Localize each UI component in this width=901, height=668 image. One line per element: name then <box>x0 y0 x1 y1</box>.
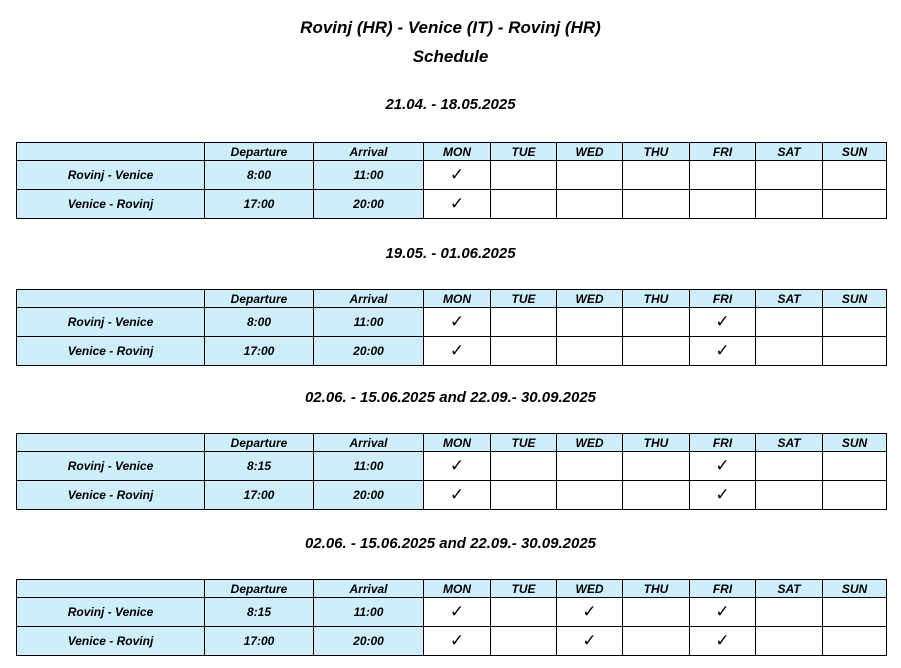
day-cell <box>823 481 887 510</box>
day-cell: ✓ <box>690 481 756 510</box>
day-cell <box>491 481 557 510</box>
day-cell <box>623 337 690 366</box>
day-cell <box>491 190 557 219</box>
table-row <box>17 481 887 510</box>
header-cell <box>17 434 205 452</box>
period-heading: 02.06. - 15.06.2025 and 22.09.- 30.09.2025 <box>304 535 597 552</box>
period-heading: 19.05. - 01.06.2025 <box>385 245 516 262</box>
route-cell: Venice - Rovinj <box>17 627 205 656</box>
header-cell: FRI <box>690 143 756 161</box>
day-cell <box>756 627 823 656</box>
header-cell <box>17 290 205 308</box>
table-header-row <box>17 143 887 161</box>
header-cell: TUE <box>491 580 557 598</box>
page-subtitle: Schedule <box>412 47 489 66</box>
header-cell: FRI <box>690 580 756 598</box>
day-cell: ✓ <box>690 308 756 337</box>
arrival-cell: 11:00 <box>314 598 424 627</box>
header-cell: THU <box>623 434 690 452</box>
day-cell <box>823 161 887 190</box>
day-cell <box>491 452 557 481</box>
header-cell: Arrival <box>314 290 424 308</box>
header-cell: MON <box>424 580 491 598</box>
day-cell <box>491 598 557 627</box>
day-cell <box>823 452 887 481</box>
header-cell: Departure <box>205 580 314 598</box>
schedule-table <box>16 289 887 366</box>
day-cell <box>623 481 690 510</box>
day-cell <box>756 161 823 190</box>
header-cell: Arrival <box>314 434 424 452</box>
header-cell: MON <box>424 434 491 452</box>
day-cell: ✓ <box>424 452 491 481</box>
departure-cell: 8:15 <box>205 452 314 481</box>
arrival-cell: 20:00 <box>314 627 424 656</box>
day-cell <box>491 627 557 656</box>
header-cell: SUN <box>823 580 887 598</box>
table-row <box>17 452 887 481</box>
header-cell: Departure <box>205 143 314 161</box>
day-cell <box>623 452 690 481</box>
day-cell <box>823 598 887 627</box>
header-cell: THU <box>623 143 690 161</box>
day-cell <box>491 337 557 366</box>
day-cell: ✓ <box>557 598 623 627</box>
header-cell: TUE <box>491 290 557 308</box>
day-cell <box>623 598 690 627</box>
header-cell: SUN <box>823 434 887 452</box>
day-cell: ✓ <box>424 190 491 219</box>
table-row <box>17 627 887 656</box>
period-heading: 21.04. - 18.05.2025 <box>385 96 516 113</box>
header-cell: SUN <box>823 290 887 308</box>
arrival-cell: 20:00 <box>314 337 424 366</box>
schedule-table <box>16 433 887 510</box>
day-cell <box>756 481 823 510</box>
day-cell: ✓ <box>424 161 491 190</box>
table-row <box>17 161 887 190</box>
route-cell: Venice - Rovinj <box>17 190 205 219</box>
table-header-row <box>17 434 887 452</box>
day-cell <box>491 308 557 337</box>
day-cell <box>756 452 823 481</box>
arrival-cell: 20:00 <box>314 481 424 510</box>
day-cell: ✓ <box>424 627 491 656</box>
route-cell: Venice - Rovinj <box>17 337 205 366</box>
route-cell: Rovinj - Venice <box>17 598 205 627</box>
table-row <box>17 308 887 337</box>
header-cell: WED <box>557 143 623 161</box>
day-cell <box>756 337 823 366</box>
day-cell <box>756 308 823 337</box>
header-cell <box>17 580 205 598</box>
header-cell: WED <box>557 290 623 308</box>
header-cell: FRI <box>690 290 756 308</box>
header-cell: Arrival <box>314 580 424 598</box>
day-cell: ✓ <box>690 627 756 656</box>
day-cell <box>557 452 623 481</box>
route-cell: Rovinj - Venice <box>17 452 205 481</box>
day-cell <box>557 308 623 337</box>
table-header-row <box>17 290 887 308</box>
day-cell <box>623 190 690 219</box>
day-cell <box>557 481 623 510</box>
day-cell <box>756 598 823 627</box>
day-cell: ✓ <box>424 337 491 366</box>
departure-cell: 17:00 <box>205 190 314 219</box>
header-cell: SAT <box>756 580 823 598</box>
day-cell <box>557 337 623 366</box>
header-cell: WED <box>557 434 623 452</box>
day-cell: ✓ <box>690 337 756 366</box>
arrival-cell: 20:00 <box>314 190 424 219</box>
day-cell <box>623 161 690 190</box>
day-cell <box>823 337 887 366</box>
page-title: Rovinj (HR) - Venice (IT) - Rovinj (HR) <box>300 18 601 37</box>
day-cell: ✓ <box>424 598 491 627</box>
day-cell <box>823 190 887 219</box>
arrival-cell: 11:00 <box>314 161 424 190</box>
header-cell: Arrival <box>314 143 424 161</box>
header-cell: SAT <box>756 290 823 308</box>
table-row <box>17 337 887 366</box>
day-cell <box>690 161 756 190</box>
header-cell: Departure <box>205 290 314 308</box>
header-cell: THU <box>623 290 690 308</box>
day-cell: ✓ <box>424 308 491 337</box>
day-cell <box>756 190 823 219</box>
route-cell: Venice - Rovinj <box>17 481 205 510</box>
schedule-table <box>16 142 887 219</box>
arrival-cell: 11:00 <box>314 308 424 337</box>
period-heading: 02.06. - 15.06.2025 and 22.09.- 30.09.2025 <box>304 389 597 406</box>
header-cell: FRI <box>690 434 756 452</box>
departure-cell: 8:00 <box>205 308 314 337</box>
header-cell: Departure <box>205 434 314 452</box>
header-cell: SAT <box>756 434 823 452</box>
departure-cell: 17:00 <box>205 337 314 366</box>
day-cell <box>690 190 756 219</box>
day-cell <box>557 190 623 219</box>
table-row <box>17 598 887 627</box>
day-cell <box>823 627 887 656</box>
day-cell <box>557 161 623 190</box>
table-header-row <box>17 580 887 598</box>
departure-cell: 8:15 <box>205 598 314 627</box>
day-cell <box>623 627 690 656</box>
schedule-table <box>16 579 887 656</box>
header-cell: THU <box>623 580 690 598</box>
departure-cell: 17:00 <box>205 481 314 510</box>
header-cell: WED <box>557 580 623 598</box>
header-cell: SUN <box>823 143 887 161</box>
day-cell <box>623 308 690 337</box>
departure-cell: 17:00 <box>205 627 314 656</box>
header-cell: TUE <box>491 143 557 161</box>
departure-cell: 8:00 <box>205 161 314 190</box>
header-cell: SAT <box>756 143 823 161</box>
header-cell: TUE <box>491 434 557 452</box>
day-cell: ✓ <box>690 452 756 481</box>
header-cell: MON <box>424 290 491 308</box>
day-cell: ✓ <box>690 598 756 627</box>
day-cell <box>823 308 887 337</box>
header-cell <box>17 143 205 161</box>
route-cell: Rovinj - Venice <box>17 308 205 337</box>
header-cell: MON <box>424 143 491 161</box>
day-cell: ✓ <box>424 481 491 510</box>
arrival-cell: 11:00 <box>314 452 424 481</box>
route-cell: Rovinj - Venice <box>17 161 205 190</box>
day-cell: ✓ <box>557 627 623 656</box>
table-row <box>17 190 887 219</box>
day-cell <box>491 161 557 190</box>
